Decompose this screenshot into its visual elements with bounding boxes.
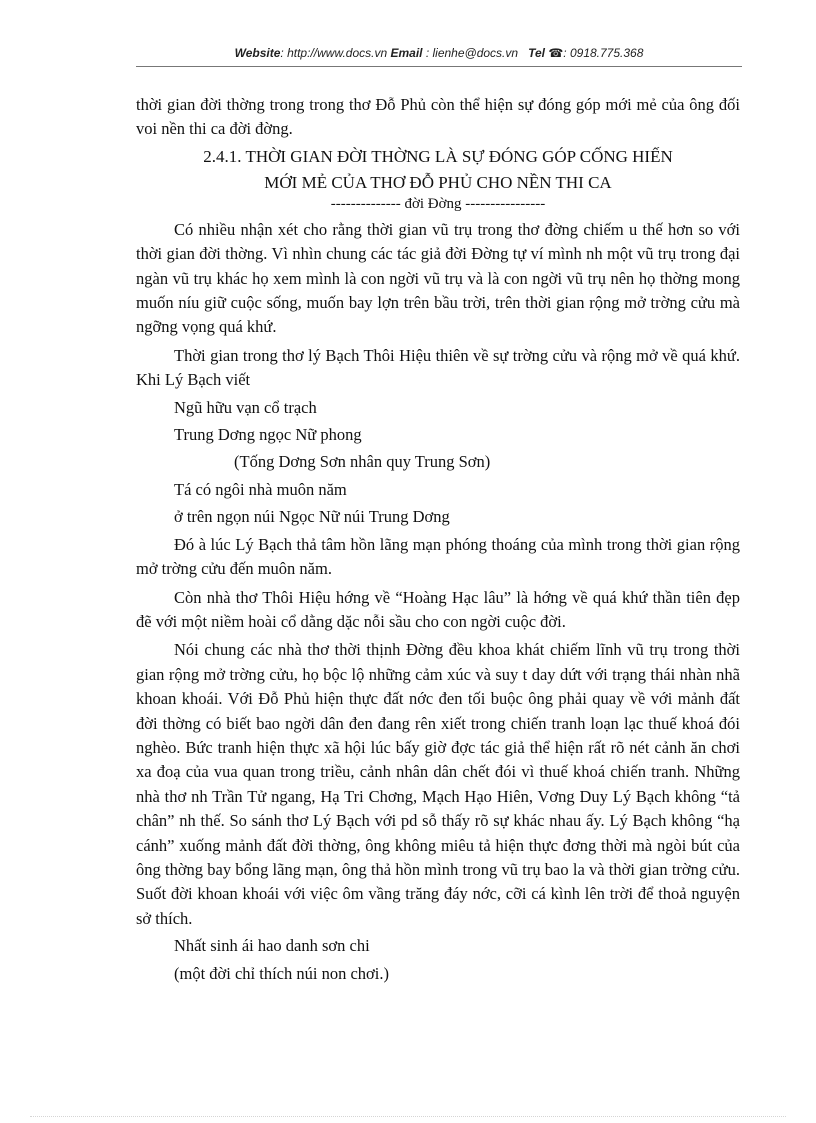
section-subheading: -------------- đời Đờng ----------------	[330, 195, 546, 212]
phone-icon: ☎	[548, 46, 564, 60]
paragraph-2: Thời gian trong thơ lý Bạch Thôi Hiệu thiên về sự trờng cửu và rộng mở về quá khứ. Khi Lý Bạch viết	[136, 345, 740, 390]
page-header	[136, 46, 742, 60]
website-value[interactable]: : http://www.docs.vn	[280, 46, 388, 60]
email-value[interactable]: : lienhe@docs.vn	[422, 46, 519, 60]
paragraph-3: Đó à lúc Lý Bạch thả tâm hồn lãng mạn phóng thoáng của mình trong thời gian rộng mở trờng cửu đến muôn năm.	[136, 534, 740, 579]
section-heading-line1: 2.4.1. THỜI GIAN ĐỜI THỜNG LÀ SỰ ĐÓNG GÓP CỐNG HIẾN	[203, 146, 673, 166]
poem1-line4: ở trên ngọn núi Ngọc Nữ núi Trung Dơng	[174, 507, 450, 527]
poem1-note: (Tống Dơng Sơn nhân quy Trung Sơn)	[234, 452, 491, 472]
footer-divider	[30, 1116, 786, 1117]
email-label: Email	[390, 46, 423, 60]
poem1-line2: Trung Dơng ngọc Nữ phong	[174, 425, 362, 445]
poem2-line1: Nhất sinh ái hao danh sơn chi	[174, 936, 370, 956]
section-heading-line2: MỚI MẺ CỦA THƠ ĐỖ PHỦ CHO NỀN THI CA	[264, 172, 612, 192]
website-label: Website	[234, 46, 281, 60]
header-divider	[136, 66, 742, 67]
tel-value: : 0918.775.368	[563, 46, 644, 60]
paragraph-1: Có nhiều nhận xét cho rằng thời gian vũ trụ trong thơ đờng chiếm u thế hơn so với thời gian đời thờng. Vì nhìn chung các tác giả đời Đờng tự ví mình nh một vũ trụ trong đại ngàn vũ trụ khác họ xem mình là con ngời vũ trụ và là con ngời vũ trụ nên họ thờng mong muốn níu giữ cuộc sống, muốn bay lợn trên bầu trời, trên thời gian rộng mở trờng cửu mà ngỡng vọng quá khứ.	[136, 219, 740, 337]
paragraph-5: Nói chung các nhà thơ thời thịnh Đờng đều khoa khát chiếm lĩnh vũ trụ trong thời gian rộng mở trờng cửu, họ bộc lộ những cảm xúc và suy t day dứt với trạng thái nhàn nhã khoan khoái. Với Đỗ Phủ hiện thực đất nớc đen tối buộc ông phải quay về với mảnh đất đời thờng có biết bao ngời dân đen đang rên xiết trong chiến tranh loạn lạc thuế khoá đói nghèo. Bức tranh hiện thực xã hội lúc bấy giờ đợc tác giả thể hiện rất rõ nét cảnh ăn chơi xa đoạ của vua quan trong triều, cảnh nhân dân chết đói vì thuế khoá chiến tranh. Những nhà thơ nh Trần Tử ngang, Hạ Tri Chơng, Mạch Hạo Hiên, Vơng Duy Lý Bạch không “tả chân” nh thế. So sánh thơ Lý Bạch với pd sỗ thấy rõ sự khác nhau ấy. Lý Bạch không “hạ cánh” xuống mảnh đất đời thờng, ông không miêu tả hiện thực đơng thời mà ngòi bút của ông thờng bay bổng lãng mạn, ông thả hồn mình trong vũ trụ bao la và thời gian trờng cửu. Suốt đời khoan khoái với việc ôm vầng trăng đáy nớc, cỡi cá kình lên trời để thoả nguyện sở thích.	[136, 640, 740, 928]
poem1-line1: Ngũ hữu vạn cổ trạch	[174, 397, 317, 417]
tel-label: Tel	[528, 46, 545, 60]
poem1-line3: Tá có ngôi nhà muôn năm	[174, 479, 347, 499]
document-body	[136, 93, 740, 989]
intro-paragraph: thời gian đời thờng trong trong thơ Đỗ Phủ còn thể hiện sự đóng góp mới mẻ của ông đối voi nền thi ca đời đờng.	[136, 95, 740, 139]
poem2-line2: (một đời chỉ thích núi non chơi.)	[174, 963, 389, 983]
paragraph-4: Còn nhà thơ Thôi Hiệu hớng về “Hoàng Hạc lâu” là hớng về quá khứ thần tiên đẹp đẽ với một niềm hoài cổ dằng dặc nỗi sầu cho con ngời cuộc đời.	[136, 587, 740, 631]
